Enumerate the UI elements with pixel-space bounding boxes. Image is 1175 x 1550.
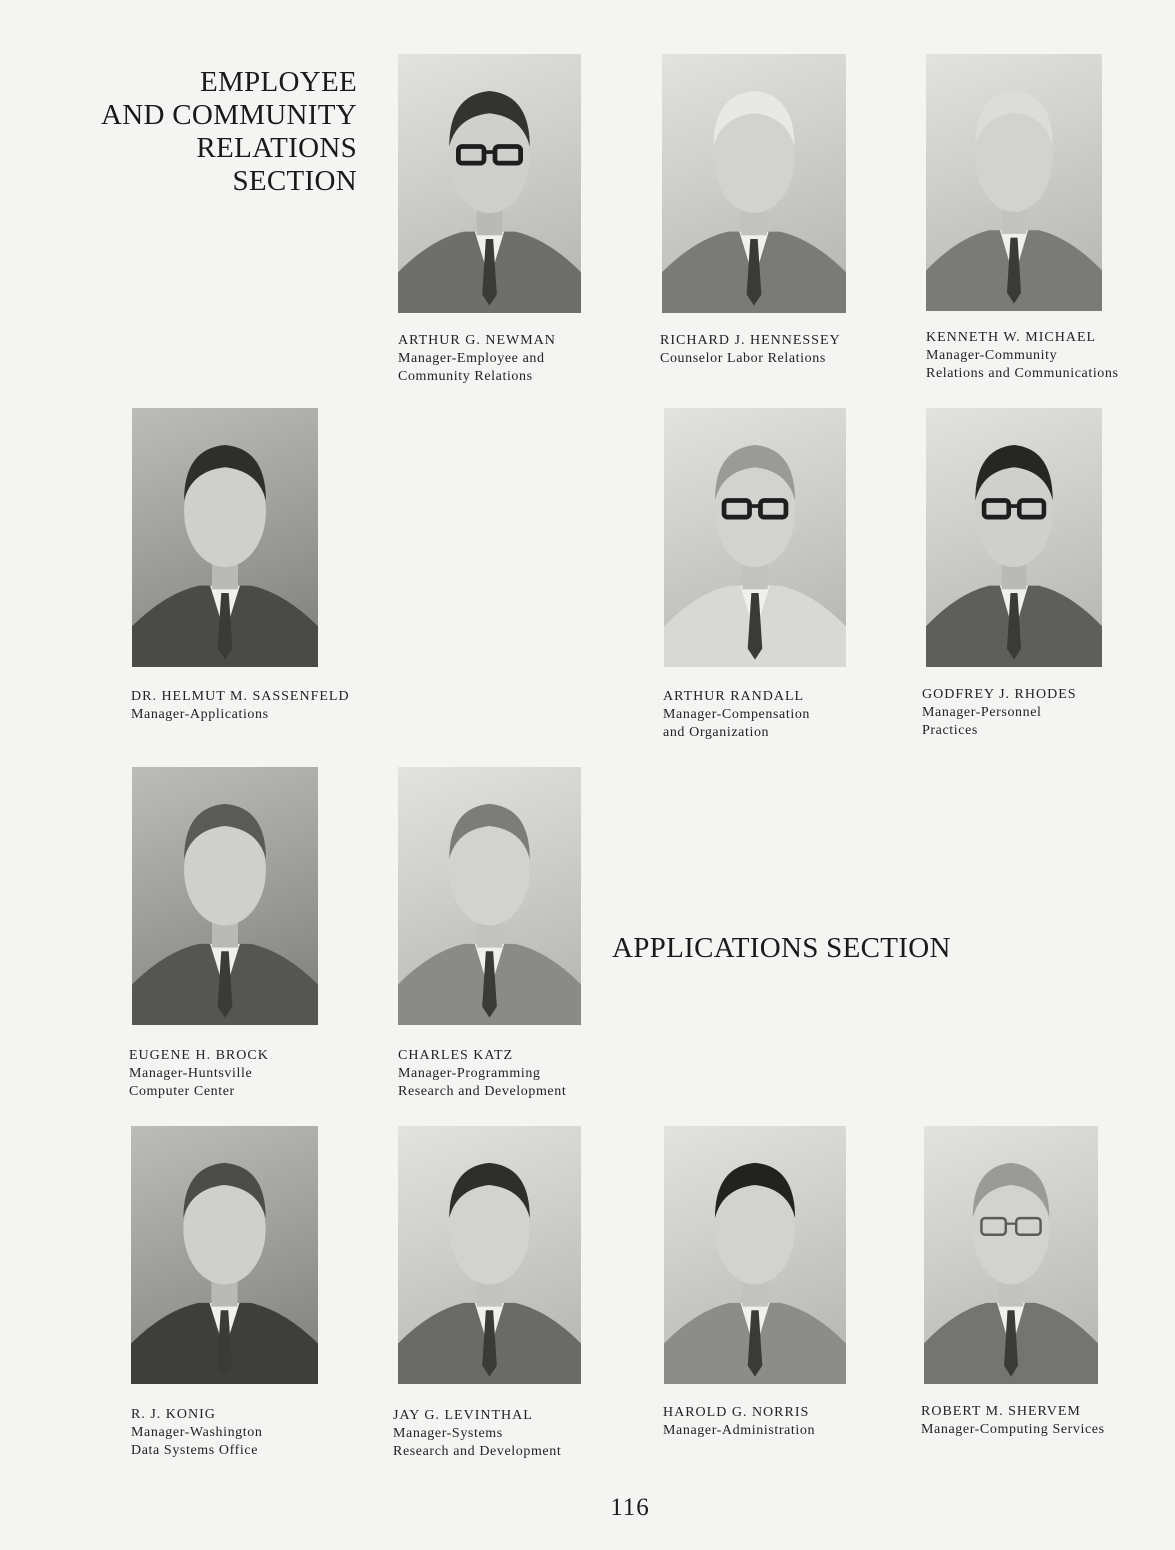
employee-community-relations-heading	[60, 66, 357, 198]
person-name: GODFREY J. RHODES	[922, 687, 1077, 702]
portrait-photo	[132, 408, 318, 667]
person-title: Research and Development	[393, 1444, 562, 1459]
person-name: ARTHUR RANDALL	[663, 689, 805, 704]
person-title: Manager-Huntsville	[129, 1066, 253, 1081]
person-title: Manager-Washington	[131, 1425, 263, 1440]
caption-robert-shervem	[921, 1403, 1105, 1439]
portrait-photo	[664, 408, 846, 667]
person-title: Manager-Programming	[398, 1066, 541, 1081]
portrait-photo	[662, 54, 846, 313]
person-name: RICHARD J. HENNESSEY	[660, 333, 841, 348]
caption-eugene-brock	[129, 1047, 269, 1101]
caption-charles-katz	[398, 1047, 566, 1101]
portrait-photo	[131, 1126, 318, 1384]
heading-line: RELATIONS	[196, 132, 357, 164]
person-title: Community Relations	[398, 369, 533, 384]
caption-harold-norris	[663, 1404, 815, 1440]
portrait-photo	[926, 54, 1102, 311]
portrait-photo	[924, 1126, 1098, 1384]
caption-arthur-randall	[663, 688, 810, 742]
person-title: Relations and Communications	[926, 366, 1119, 381]
caption-jay-levinthal	[393, 1407, 561, 1461]
person-title: Research and Development	[398, 1084, 567, 1099]
person-title: Computer Center	[129, 1084, 235, 1099]
caption-arthur-newman	[398, 332, 556, 386]
heading-line: AND COMMUNITY	[100, 99, 357, 131]
portrait-photo	[664, 1126, 846, 1384]
caption-richard-hennessey	[660, 332, 841, 368]
person-title: Manager-Administration	[663, 1423, 816, 1438]
caption-rj-konig	[131, 1406, 262, 1460]
person-name: EUGENE H. BROCK	[129, 1048, 269, 1063]
person-name: DR. HELMUT M. SASSENFELD	[131, 689, 350, 704]
person-name: ROBERT M. SHERVEM	[921, 1404, 1081, 1419]
person-title: Data Systems Office	[131, 1443, 259, 1458]
person-name: HAROLD G. NORRIS	[663, 1405, 810, 1420]
portrait-photo	[398, 54, 581, 313]
person-title: Manager-Personnel	[922, 705, 1042, 720]
person-title: Manager-Compensation	[663, 707, 811, 722]
person-name: CHARLES KATZ	[398, 1048, 514, 1063]
caption-kenneth-michael	[926, 329, 1119, 383]
person-title: Manager-Systems	[393, 1426, 503, 1441]
heading-line: EMPLOYEE	[199, 66, 357, 98]
page-number: 116	[610, 1494, 650, 1521]
person-title: Manager-Applications	[131, 707, 269, 722]
person-title: Counselor Labor Relations	[660, 351, 826, 366]
portrait-photo	[132, 767, 318, 1025]
person-name: JAY G. LEVINTHAL	[393, 1408, 533, 1423]
person-name: ARTHUR G. NEWMAN	[398, 333, 556, 348]
person-title: Practices	[922, 723, 978, 738]
portrait-photo	[398, 1126, 581, 1384]
applications-section-heading: APPLICATIONS SECTION	[612, 932, 951, 964]
person-title: and Organization	[663, 725, 770, 740]
person-name: R. J. KONIG	[131, 1407, 216, 1422]
heading-line: SECTION	[232, 165, 357, 197]
caption-helmut-sassenfeld	[131, 688, 350, 724]
caption-godfrey-rhodes	[922, 686, 1077, 740]
person-title: Manager-Community	[926, 348, 1058, 363]
person-title: Manager-Employee and	[398, 351, 545, 366]
person-name: KENNETH W. MICHAEL	[926, 330, 1097, 345]
person-title: Manager-Computing Services	[921, 1422, 1105, 1437]
portrait-photo	[926, 408, 1102, 667]
portrait-photo	[398, 767, 581, 1025]
